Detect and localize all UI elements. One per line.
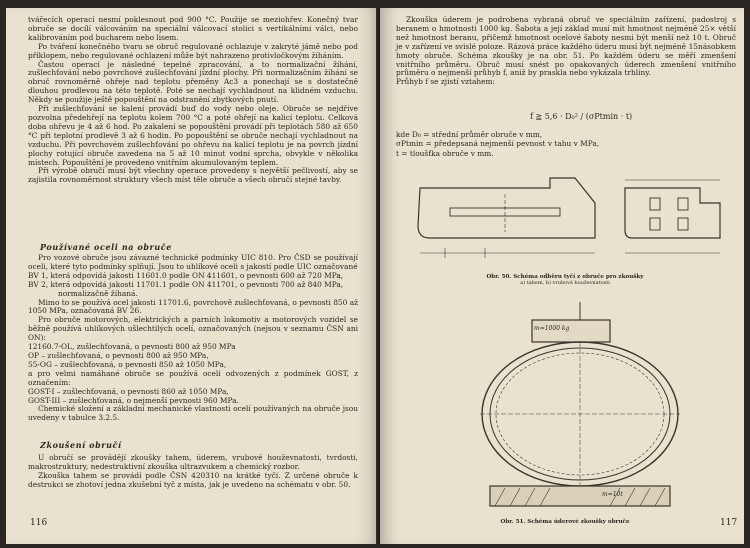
steel-item: OP – zušlechťovaná, o pevnosti 800 až 950 MPa, (28, 350, 209, 360)
figure-50-subtitle: a) tahem, b) vrubové houževnatosti (520, 280, 610, 286)
paragraph: Častou operací je následné tepelné zpracování, a to normalizační žíhání, zušlechťování nebo povrchové zušlechťování jízdní plochy. Při normalizačním žíhání se obruč rovnoměrně ohřeje nad teplotu přeměny Ac3 a ponechají se s dostatečně dlouhou prodlevou na této teplotě. Poté se nechají vychladnout na klidném vzduchu. Někdy se použije ještě popouštění na odstranění zbytkových pnutí. (28, 59, 358, 105)
paragraph: Chemické složení a základní mechanické vlastnosti ocelí používaných na obruče jsou uvedeny v tabulce 3.2.5. (28, 404, 358, 423)
figure-51-caption: Obr. 51. Schéma úderové zkoušky obruče (500, 519, 630, 525)
base-mass-label: m=10t (602, 491, 623, 498)
right-page (380, 8, 744, 544)
section-heading-testing: Zkoušení obručí (40, 440, 122, 450)
right-intro-text (396, 16, 736, 87)
steel-item: 55-OG – zušlechťovaná, o pevnosti 850 až 1050 MPa, (28, 359, 227, 369)
formula-definitions (396, 130, 599, 158)
paragraph: Zkouška úderem je podrobena vybraná obruč ve speciálním zařízení, padostroj s beranem o hmotnosti 1000 kg. Šabota a její základ musí mít hmotnost nejméně 25× větší než hmotnost beranu, přičemž hmotnost ocelové šaboty nesmí být menší než 10 t. Obruč je v zařízení ve svislé poloze. Rázová práce každého úderu musí být nejméně 15násobkem hmoty obruče. Schéma zkoušky je na obr. 51. Po každém úderu se měří zmenšení vnitřního průměru. Obruč musí snést po opakovaných úderech zmenšení vnitřního průměru o nejmenší průhyb f, aniž by praskla nebo vykázala trhliny. (396, 15, 736, 78)
steel-item: GOST-III – zušlechťovaná, o nejmenší pevnosti 960 MPa. (28, 395, 239, 405)
steel-item: GOST-I – zušlechťovaná, o pevnosti 860 až 1050 MPa, (28, 386, 229, 396)
section-heading-steels: Používané oceli na obruče (40, 242, 172, 252)
deflection-formula: f ≧ 5,6 · D₀² / (σPtmin · t) (530, 112, 633, 121)
paragraph: Při zušlechťování se kalení provádí buď do vody nebo oleje. Obruče se nejdříve pozvolna předehřejí na teplotu kolem 700 °C a poté ohřejí na kalicí teplotu. Celková doba ohřevu je 4 až 6 hod. Po zakalení se popouštění provádí při teplotách 580 až 650 °C při teplotní prodlevě 3 až 6 hodin. Po popouštění se obruče nechají vychladnout na vzduchu. Při povrchovém zušlechťování po ohřevu na kalicí teplotu je na povrch jízdní plochy rotující obruče zavedena na 5 až 10 minut vodní sprcha, obvykle v několika místech. Popouštění je provedeno vnitřním akumulovaným teplem. (28, 104, 358, 167)
steel-item: BV 1, která odpovídá jakosti 11601.0 podle ON 411601, o pevnosti 600 až 720 MPa, (28, 270, 344, 280)
paragraph: Zkouška tahem se provádí podle ČSN 420310 na krátké tyči. Z určené obruče k destrukci se zhotoví jedna zkušební tyč z místa, jak je uvedeno na schématu v obr. 50. (28, 470, 358, 489)
figure-51-drawing (470, 300, 690, 512)
formula-intro: Průhyb f se zjistí vztahem: (396, 77, 495, 87)
steel-item: BV 2, která odpovídá jakosti 11701.1 podle ON 411701, o pevnosti 700 až 840 MPa, (28, 279, 344, 289)
hammer-weight-label: m=1000 kg (534, 325, 570, 332)
figure-50-drawing (400, 168, 730, 268)
steel-item: normalizačně žíhaná. (58, 288, 138, 298)
paragraph: Pro vozové obruče jsou závazné technické podmínky UIC 810. Pro ČSD se používají oceli, které tyto podmínky splňují. Jsou to uhlíkové oceli s jakostí podle UIC označované (28, 253, 358, 271)
figure-50-title: Obr. 50. Schéma odběru tyčí z obruče pro zkoušky (486, 274, 644, 280)
page-number-right: 117 (720, 518, 738, 528)
paragraph: Mimo to se používá ocel jakosti 11701.6, povrchově zušlechťovaná, o pevnosti 850 až 1050 MPa, označovaná BV 26. (28, 297, 358, 316)
paragraph: Po tváření konečného tvaru se obruč regulovaně ochlazuje v zakryté jámě nebo pod příklopem, nebo regulované ochlazení může být nahrazeno protivločkovým žíháním. (28, 41, 358, 60)
page-number-left: 116 (30, 518, 48, 528)
definition-item: t = tloušťka obruče v mm. (396, 148, 494, 158)
left-intro-text (28, 16, 358, 185)
steels-section-text (28, 254, 358, 423)
left-page (6, 8, 378, 544)
figure-50-caption (440, 274, 690, 286)
steel-item: 12160.7-OL, zušlechťovaná, o pevnosti 800 až 950 MPa (28, 342, 236, 352)
paragraph: U obručí se provádějí zkoušky tahem, úderem, vrubové houževnatosti, tvrdosti, makrostruktury, nedestruktivní zkouška ultrazvukem a chemický rozbor. (28, 453, 358, 471)
paragraph: Při výrobě obručí musí být všechny operace provedeny s největší pečlivostí, aby se zajistila rovnoměrnost struktury všech míst těle obruče a všech obručí stejné tavby. (28, 166, 358, 185)
definition-item: kde D₀ = střední průměr obruče v mm, (396, 130, 543, 139)
testing-section-text (28, 454, 358, 490)
paragraph: Pro obruče motorových, elektrických a parních lokomotiv a motorových vozidel se běžně používá uhlíkových ušlechtilých ocelí, označovaných (nejsou v seznamu ČSN ani ON): (28, 315, 358, 343)
definition-item: σPtmin = předepsaná nejmenší pevnost v tahu v MPa, (396, 139, 600, 149)
steel-item: a pro velmi namáhané obruče se používá ocelí odvozených z podmínek GOST, z označením: (28, 368, 358, 387)
paragraph: tvářecích operací nesmí poklesnout pod 900 °C. Použije se meziohřev. Konečný tvar obruče se docílí válcováním na speciální válcovací stolici s vertikálními válci, nebo kalibrováním pod bucharem nebo lisem. (28, 15, 358, 42)
